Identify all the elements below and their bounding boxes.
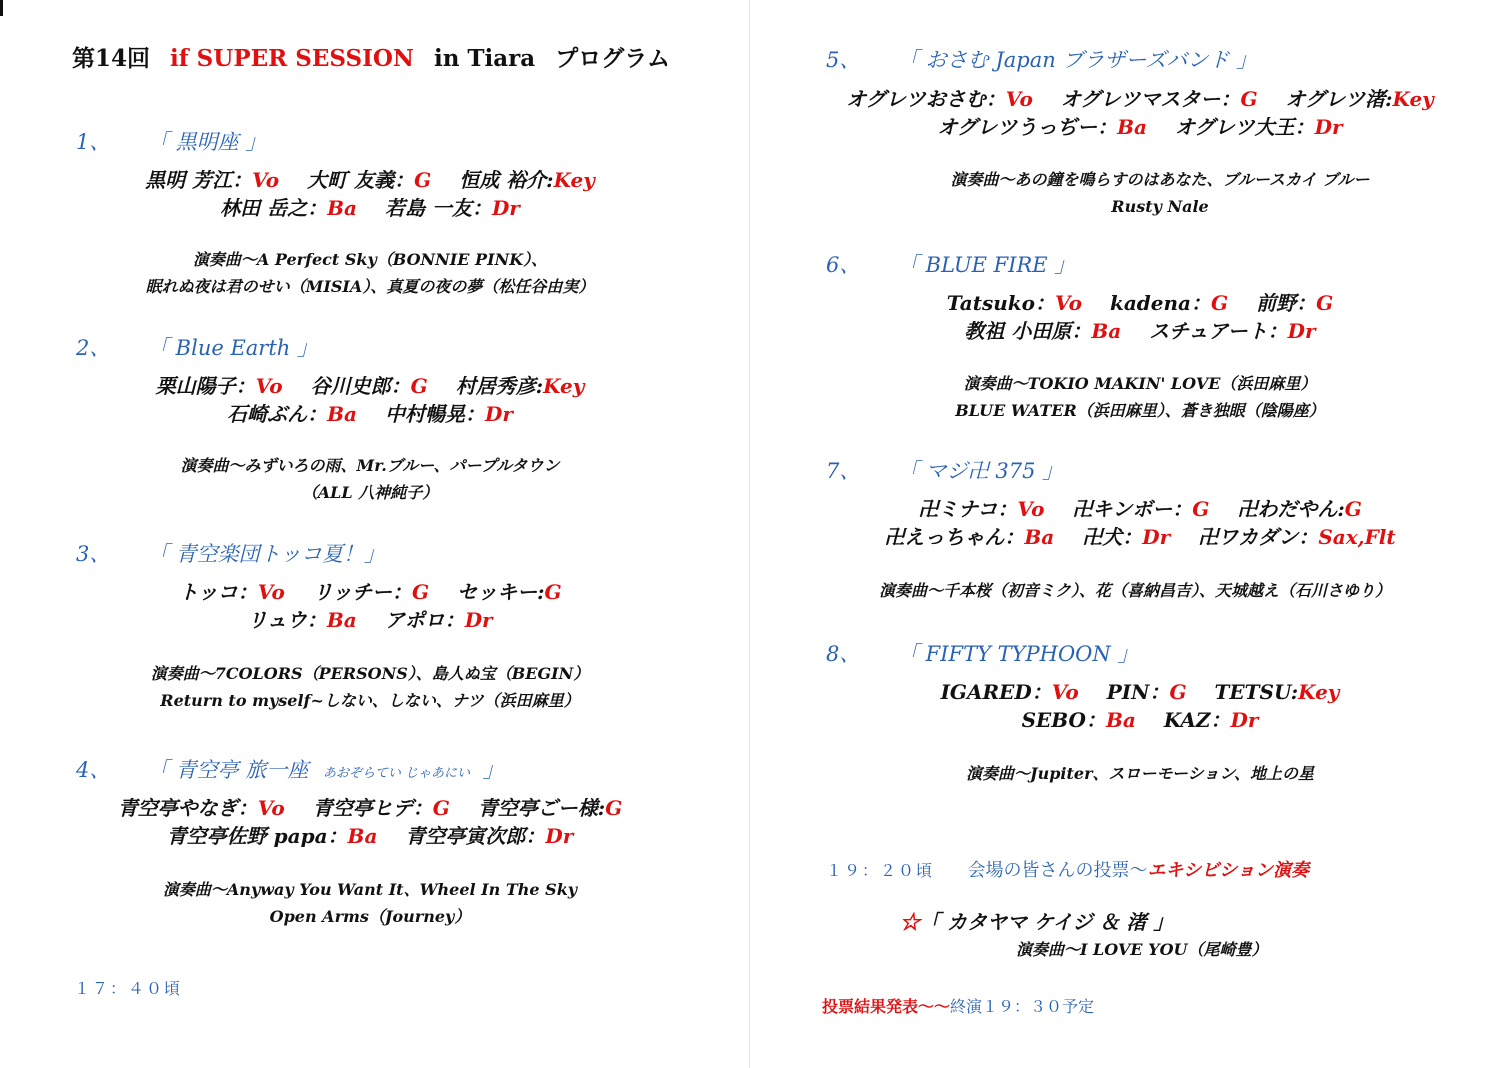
band-number: 8、 <box>826 642 861 666</box>
member-role: Ba <box>1024 525 1055 549</box>
song-line: 演奏曲～TOKIO MAKIN' LOVE（浜田麻里） <box>963 374 1317 393</box>
member-name: 林田 岳之： <box>220 196 328 220</box>
member-name: SEBO： <box>1021 708 1106 732</box>
band-2-songs <box>60 452 680 506</box>
member-role: Ba <box>326 608 357 632</box>
final-announcement <box>822 994 1094 1017</box>
band-number: 6、 <box>826 253 861 277</box>
band-close-bracket: 」 <box>482 758 504 782</box>
band-8-heading <box>826 638 1138 668</box>
member-role: Vo <box>1005 87 1033 111</box>
band-number: 7、 <box>826 459 861 483</box>
member-role: Vo <box>1054 291 1082 315</box>
member-name: 教祖 小田原： <box>964 319 1092 343</box>
member-role: G <box>410 374 428 398</box>
member-role: G <box>1169 680 1187 704</box>
member <box>227 402 357 426</box>
song-line: BLUE WATER（浜田麻里）、蒼き独眼（陰陽座） <box>955 401 1325 420</box>
band-1-songs <box>60 246 680 300</box>
member <box>459 168 595 192</box>
member <box>884 525 1054 549</box>
member-role: Vo <box>1017 497 1045 521</box>
band-2-heading <box>76 332 318 362</box>
member-name: 栗山陽子： <box>155 374 256 398</box>
member-name: オグレツうっぢー： <box>937 115 1118 139</box>
member-name: リュウ： <box>247 608 327 632</box>
column-divider <box>749 0 750 1068</box>
member <box>1237 497 1361 521</box>
member-name: リッチー： <box>312 580 413 604</box>
member-line <box>60 194 680 222</box>
page-title <box>72 40 670 73</box>
member-name: オグレツおさむ： <box>846 87 1006 111</box>
member-name: 若島 一友： <box>384 196 492 220</box>
member-name: 卍ワカダン： <box>1198 525 1319 549</box>
exhibition-text: 会場の皆さんの投票～ <box>967 860 1148 881</box>
band-number: 3、 <box>76 542 111 566</box>
band-name: 「 おさむ Japan ブラザーズバンド 」 <box>898 48 1258 72</box>
exhibition-line <box>826 856 1309 882</box>
member <box>947 291 1082 315</box>
member-line <box>790 706 1490 734</box>
member-role: Dr <box>1142 525 1171 549</box>
member-line <box>790 317 1490 345</box>
member-role: Dr <box>1314 115 1343 139</box>
member <box>1082 525 1170 549</box>
member-name: 卍わだやん: <box>1237 497 1345 521</box>
member <box>478 796 622 820</box>
song-line: Open Arms（Journey） <box>269 907 471 926</box>
band-number: 4、 <box>76 758 111 782</box>
song-line: 演奏曲～Anyway You Want It、Wheel In The Sky <box>162 880 578 899</box>
member-role: G <box>1316 291 1334 315</box>
band-name: 「 黒明座 」 <box>148 130 267 154</box>
member-role: Key <box>553 168 595 192</box>
song-line: 演奏曲～Jupiter、スローモーション、地上の星 <box>966 764 1314 783</box>
member <box>385 608 493 632</box>
band-2-members <box>60 372 680 428</box>
member <box>307 168 431 192</box>
member-role: Key <box>1392 87 1434 111</box>
member-role: Ba <box>1105 708 1136 732</box>
member-role: G <box>412 580 430 604</box>
title-label: プログラム <box>555 45 670 72</box>
member-name: 村居秀彦: <box>455 374 544 398</box>
time-1740: １７：４０頃 <box>74 979 183 998</box>
member-line <box>60 372 680 400</box>
member <box>457 580 561 604</box>
member-role: G <box>1211 291 1229 315</box>
member-role: Key <box>1298 680 1340 704</box>
member <box>405 824 573 848</box>
title-edition: 第14回 <box>72 45 151 72</box>
member-role: Vo <box>1051 680 1079 704</box>
member <box>1164 708 1259 732</box>
member-name: kadena： <box>1109 291 1212 315</box>
band-6-heading <box>826 249 1075 279</box>
band-6-songs <box>790 370 1490 424</box>
final-blue-text: 終演１９：３０予定 <box>950 997 1095 1016</box>
member-name: オグレツ渚: <box>1285 87 1393 111</box>
member-line <box>800 85 1480 113</box>
member-role: Vo <box>255 374 283 398</box>
member-line <box>790 678 1490 706</box>
member-name: 青空亭やなぎ： <box>117 796 258 820</box>
band-7-heading <box>826 455 1063 485</box>
member <box>156 374 283 398</box>
member-role: G <box>432 796 450 820</box>
band-name: 「 Blue Earth 」 <box>148 336 318 360</box>
band-4-members <box>60 794 680 850</box>
song-line: Rusty Nale <box>1111 197 1209 216</box>
band-reading: あおぞらてい じゃあにい <box>323 766 471 781</box>
member-line <box>60 606 680 634</box>
member <box>313 580 429 604</box>
member <box>178 580 284 604</box>
final-red-text: 投票結果発表～～ <box>822 997 951 1016</box>
star-icon: ☆ <box>900 910 920 934</box>
member-name: 卍キンボー： <box>1072 497 1193 521</box>
title-event: if SUPER SESSION <box>170 45 414 72</box>
member-name: Tatsuko： <box>946 291 1055 315</box>
member-line <box>790 523 1490 551</box>
member <box>1175 115 1343 139</box>
band-name: 「 BLUE FIRE 」 <box>898 253 1076 277</box>
song-line: 演奏曲～千本桜（初音ミク）、花（喜納昌吉）、天城越え（石川さゆり） <box>878 581 1391 600</box>
band-name: 「 青空亭 旅一座 <box>148 758 309 782</box>
member-role: Ba <box>347 824 378 848</box>
member <box>1149 319 1315 343</box>
member-name: 中村暢晃： <box>384 402 485 426</box>
song-line: 演奏曲～あの鐘を鳴らすのはあなた、ブルースカイ ブルー <box>950 170 1370 189</box>
member-role: Ba <box>327 196 357 220</box>
band-6-members <box>790 289 1490 345</box>
member-role: Vo <box>257 580 285 604</box>
member <box>167 824 378 848</box>
member-role: Dr <box>1230 708 1259 732</box>
band-4-songs <box>60 876 680 930</box>
song-line: （ALL 八神純子） <box>301 483 439 502</box>
band-7-songs <box>780 577 1490 604</box>
member-line <box>60 578 680 606</box>
member-role: Dr <box>491 196 520 220</box>
title-venue: in Tiara <box>433 45 536 72</box>
member <box>220 196 357 220</box>
member-name: 青空亭ヒデ： <box>312 796 433 820</box>
member-name: 卍ミナコ： <box>918 497 1018 521</box>
band-name: 「 FIFTY TYPHOON 」 <box>898 642 1139 666</box>
member-role: G <box>1344 497 1362 521</box>
member-name: トッコ： <box>178 580 258 604</box>
band-1-members <box>60 166 680 222</box>
band-8-songs <box>790 760 1490 787</box>
member-name: 黒明 芳江： <box>145 168 253 192</box>
song-line: 眠れぬ夜は君のせい（MISIA）、真夏の夜の夢（松任谷由実） <box>145 277 595 296</box>
member-name: アポロ： <box>384 608 465 632</box>
special-act-name: 「 カタヤマ ケイジ ＆ 渚 」 <box>920 910 1174 934</box>
member <box>456 374 585 398</box>
exhibition-highlight: エキシビション演奏 <box>1147 860 1309 881</box>
member-name: 卍犬： <box>1082 525 1143 549</box>
member-role: G <box>1240 87 1258 111</box>
member-role: Dr <box>545 824 574 848</box>
member <box>1107 680 1187 704</box>
band-number: 1、 <box>76 130 111 154</box>
band-5-members <box>800 85 1480 141</box>
member-line <box>60 166 680 194</box>
member-name: PIN： <box>1106 680 1170 704</box>
member-name: 谷川史郎： <box>310 374 411 398</box>
member-role: Key <box>543 374 585 398</box>
song-line: 演奏曲～みずいろの雨、Mr.ブルー、パープルタウン <box>180 456 560 475</box>
band-4-heading <box>76 754 504 784</box>
member-name: オグレツ大王： <box>1174 115 1315 139</box>
exhibition-time: １９：２０頃 <box>826 861 935 880</box>
member <box>313 796 450 820</box>
member-name: 前野： <box>1256 291 1317 315</box>
special-act-song: 演奏曲～I LOVE YOU（尾崎豊） <box>1016 940 1268 959</box>
member <box>145 168 279 192</box>
band-3-members <box>60 578 680 634</box>
member-role: Dr <box>484 402 513 426</box>
member <box>247 608 356 632</box>
band-7-members <box>790 495 1490 551</box>
member-name: 青空亭寅次郎： <box>405 824 546 848</box>
member-role: Ba <box>1117 115 1147 139</box>
special-act <box>900 908 1173 936</box>
member <box>1072 497 1209 521</box>
member <box>918 497 1044 521</box>
song-line: 演奏曲～A Perfect Sky（BONNIE PINK）、 <box>192 250 548 269</box>
member-name: 青空亭ごー様: <box>477 796 606 820</box>
corner-mark <box>0 0 3 16</box>
member-line <box>60 794 680 822</box>
member <box>1110 291 1228 315</box>
member-line <box>60 822 680 850</box>
member-role: Dr <box>464 608 493 632</box>
band-3-songs <box>60 660 680 714</box>
member <box>941 680 1079 704</box>
member-role: G <box>605 796 623 820</box>
member <box>385 196 520 220</box>
member <box>1215 680 1340 704</box>
band-5-heading <box>826 44 1257 74</box>
member-role: Ba <box>327 402 357 426</box>
member-role: Ba <box>1091 319 1122 343</box>
member-line <box>790 289 1490 317</box>
member <box>1022 708 1136 732</box>
member-role: Sax,Flt <box>1318 525 1396 549</box>
member-role: G <box>1192 497 1210 521</box>
band-number: 2、 <box>76 336 111 360</box>
member-role: Vo <box>252 168 280 192</box>
band-1-heading <box>76 126 266 156</box>
member <box>1256 291 1333 315</box>
member <box>1198 525 1396 549</box>
member <box>938 115 1147 139</box>
member-name: IGARED： <box>940 680 1052 704</box>
member <box>311 374 428 398</box>
member-line <box>800 113 1480 141</box>
song-line: Return to myself~しない、しない、ナツ（浜田麻里） <box>160 691 580 710</box>
member-name: 恒成 裕介: <box>459 168 554 192</box>
member-name: 卍えっちゃん： <box>884 525 1025 549</box>
band-8-members <box>790 678 1490 734</box>
band-number: 5、 <box>826 48 861 72</box>
member-name: スチュアート： <box>1149 319 1288 343</box>
band-5-songs <box>800 166 1500 220</box>
member-name: KAZ： <box>1163 708 1231 732</box>
member-name: TETSU: <box>1214 680 1299 704</box>
member-name: 石崎ぶん： <box>227 402 328 426</box>
member-role: Dr <box>1287 319 1316 343</box>
member-line <box>790 495 1490 523</box>
member-name: オグレツマスター： <box>1060 87 1241 111</box>
member <box>385 402 513 426</box>
member-line <box>60 400 680 428</box>
song-line: 演奏曲～7COLORS（PERSONS）、島人ぬ宝（BEGIN） <box>150 664 590 683</box>
member-role: G <box>544 580 562 604</box>
member-role: Vo <box>257 796 285 820</box>
member-name: 青空亭佐野 papa： <box>166 824 348 848</box>
member-name: セッキー: <box>457 580 545 604</box>
band-3-heading <box>76 538 385 568</box>
member <box>964 319 1121 343</box>
member <box>1061 87 1258 111</box>
member-name: 大町 友義： <box>307 168 415 192</box>
band-name: 「 青空楽団トッコ夏！」 <box>148 542 386 566</box>
band-name: 「 マジ卍 375 」 <box>898 459 1064 483</box>
member <box>846 87 1033 111</box>
member <box>1286 87 1434 111</box>
member <box>118 796 285 820</box>
member-role: G <box>414 168 432 192</box>
